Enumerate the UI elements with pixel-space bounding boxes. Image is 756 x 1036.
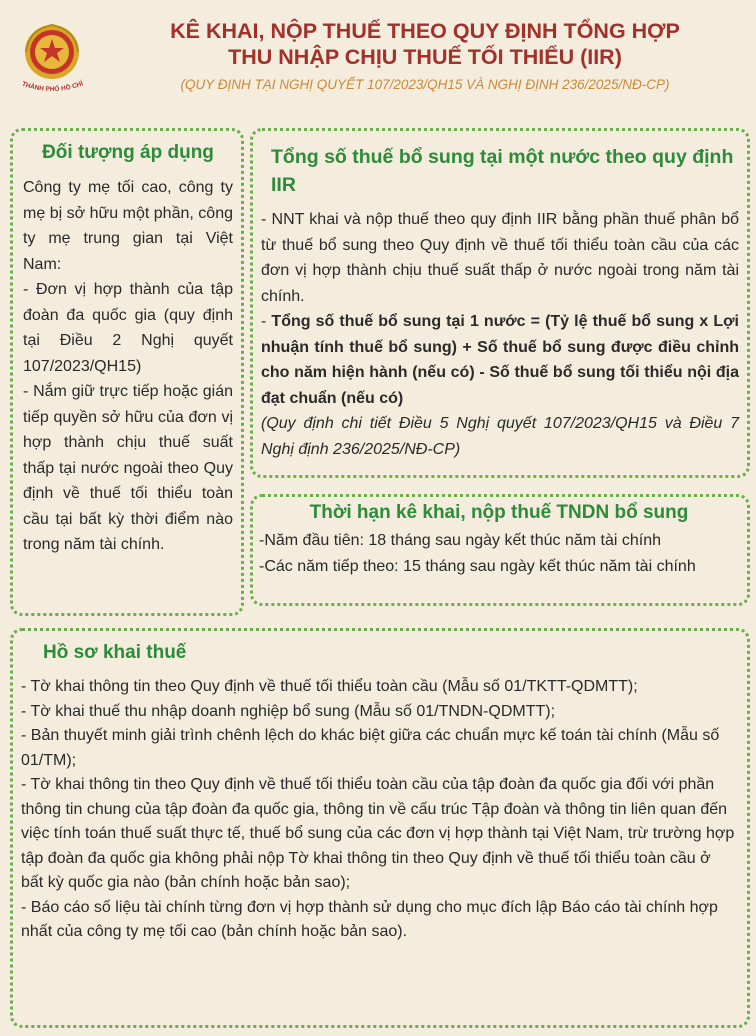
formula-text: Tổng số thuế bổ sung tại 1 nước = (Tỷ lệ thuế bổ sung x Lợi nhuận tính thuế bổ sung) + Số thuế bổ sung được điều chỉnh cho năm hiện hành (nếu có) - Số thuế bổ sung tối thiểu nội địa đạt chuẩn (nếu có) (261, 313, 739, 407)
deadline-following-years: -Các năm tiếp theo: 15 tháng sau ngày kết thúc năm tài chính (259, 557, 696, 575)
total-tax-box (250, 128, 750, 478)
page-subtitle: (QUY ĐỊNH TẠI NGHỊ QUYẾT 107/2023/QH15 VÀ NGHỊ ĐỊNH 236/2025/NĐ-CP) (180, 77, 670, 92)
dossier-item: - Tờ khai thông tin theo Quy định về thuế tối thiểu toàn cầu của tập đoàn đa quốc gia đối với phần thông tin chung của tập đoàn đa quốc gia, thông tin về cấu trúc Tập đoàn và thông tin liên quan đến việc tính toán thuế suất thực tế, thuế bổ sung của các đơn vị hợp thành tại Việt Nam, trừ trường hợp tập đoàn đa quốc gia không phải nộp Tờ khai thông tin theo Quy định về thuế tối thiểu toàn cầu ở bất kỳ quốc gia nào (bản chính hoặc bản sao); (21, 776, 735, 891)
title-line-2: THU NHẬP CHỊU THUẾ TỐI THIỂU (IIR) (228, 45, 622, 69)
title-line-1: KÊ KHAI, NỘP THUẾ THEO QUY ĐỊNH TỔNG HỢP (170, 19, 680, 43)
dossier-box (10, 628, 750, 1028)
deadline-box (250, 494, 750, 606)
tax-emblem-logo (10, 18, 94, 98)
applicable-body (23, 175, 233, 558)
total-tax-title: Tổng số thuế bổ sung tại một nước theo quy định IIR (271, 146, 734, 196)
dossier-item: - Tờ khai thuế thu nhập doanh nghiệp bổ sung (Mẫu số 01/TNDN-QDMTT); (21, 702, 556, 720)
dossier-item: - Báo cáo số liệu tài chính từng đơn vị hợp thành sử dụng cho mục đích lập Báo cáo tài chính hợp nhất của công ty mẹ tối cao (bản chính hoặc bản sao). (21, 898, 718, 940)
applicable-paragraph-1: Công ty mẹ tối cao, công ty mẹ bị sở hữu một phần, công ty mẹ trung gian tại Việt Nam: (23, 179, 233, 273)
total-tax-formula (261, 309, 739, 411)
applicable-paragraph-3: - Nắm giữ trực tiếp hoặc gián tiếp quyền sở hữu của đơn vị hợp thành chịu thuế suất thấp tại nước ngoài theo Quy định về thuế tối thiểu toàn cầu tại bất kỳ thời điểm nào trong năm tài chính. (23, 383, 233, 553)
total-tax-paragraph-1: - NNT khai và nộp thuế theo quy định IIR bằng phần thuế phân bổ từ thuế bổ sung theo Quy định về thuế tối thiểu toàn cầu của các đơn vị hợp thành chịu thuế suất thấp ở nước ngoài trong năm tài chính. (261, 211, 739, 305)
page-title (100, 18, 750, 70)
deadline-title: Thời hạn kê khai, nộp thuế TNDN bổ sung (309, 502, 689, 523)
applicable-box (10, 128, 244, 616)
total-tax-reference: (Quy định chi tiết Điều 5 Nghị quyết 107/2023/QH15 và Điều 7 Nghị định 236/2025/NĐ-CP) (261, 415, 739, 458)
dossier-item: - Tờ khai thông tin theo Quy định về thuế tối thiểu toàn cầu (Mẫu số 01/TKTT-QDMTT); (21, 678, 638, 695)
deadline-first-year: -Năm đầu tiên: 18 tháng sau ngày kết thúc năm tài chính (259, 532, 662, 549)
dossier-title: Hồ sơ khai thuế (43, 642, 187, 663)
applicable-paragraph-2: - Đơn vị hợp thành của tập đoàn đa quốc gia (quy định tại Điều 2 Nghị quyết 107/2023/QH15) (23, 281, 233, 375)
svg-text:THUẾ THÀNH PHỐ HỒ CHÍ MINH: THÀNH PHỐ HỒ CHÍ (20, 80, 85, 94)
dossier-item: - Bản thuyết minh giải trình chênh lệch do khác biệt giữa các chuẩn mực kế toán tài chính (Mẫu số 01/TM); (21, 727, 720, 769)
applicable-title: Đối tượng áp dụng (42, 142, 214, 163)
formula-prefix: - (261, 313, 272, 330)
header (0, 0, 756, 110)
dossier-list (21, 675, 737, 945)
deadline-body (259, 528, 739, 579)
total-tax-body (261, 207, 739, 462)
